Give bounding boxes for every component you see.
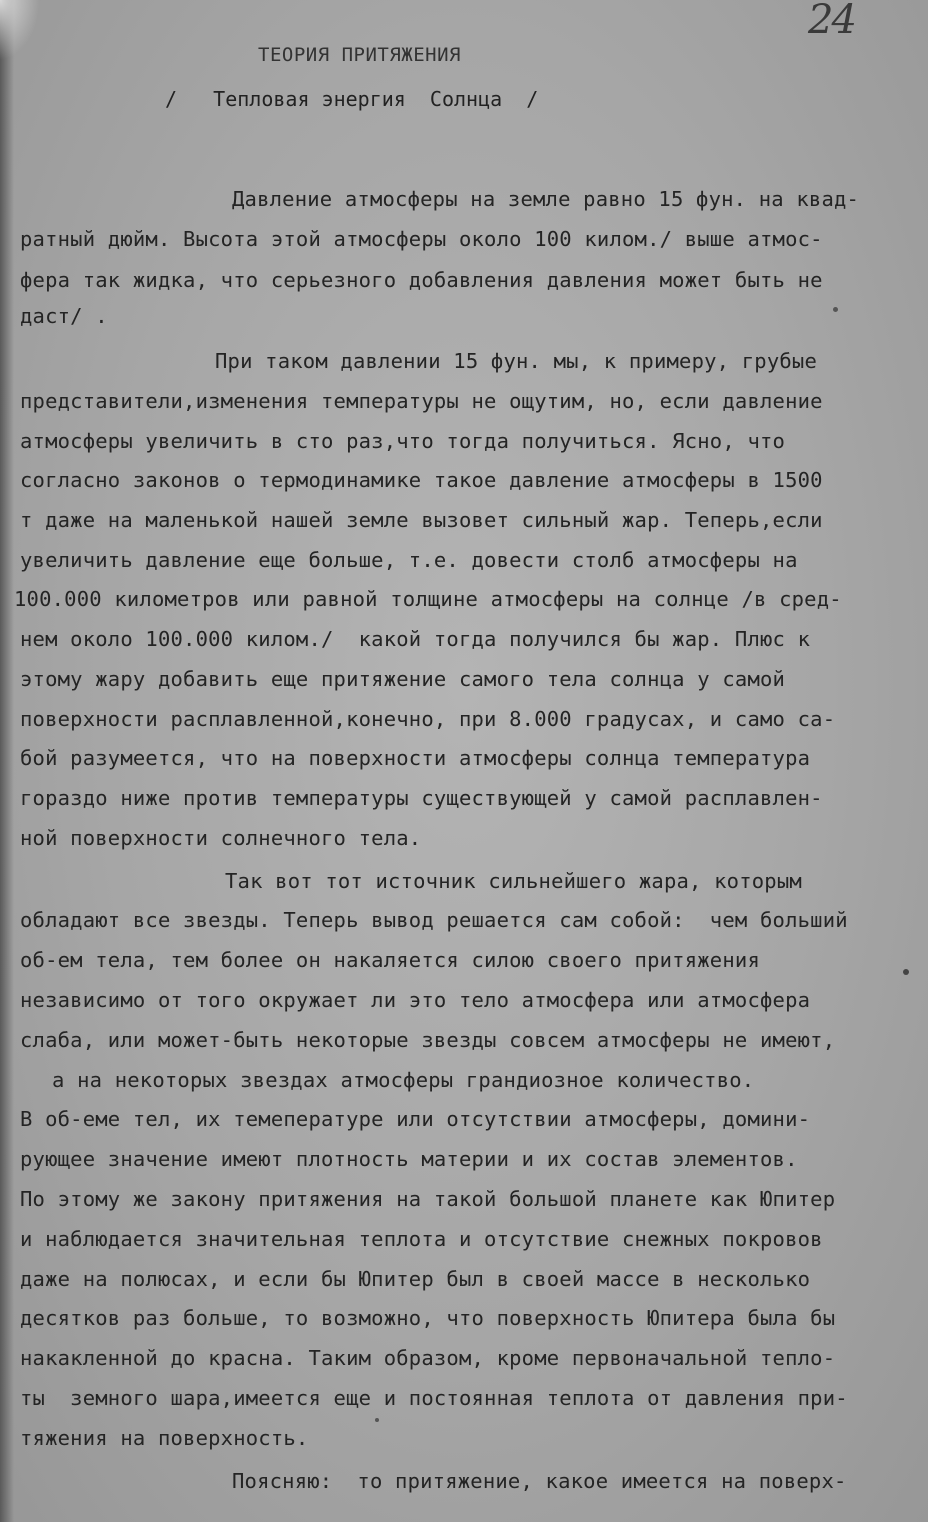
page-corner-glare	[0, 0, 40, 60]
ink-spot	[833, 307, 838, 312]
text-line: При таком давлении 15 фун. мы, к примеру, грубые	[215, 349, 818, 373]
text-line: представители,изменения температуры не ощутим, но, если давление	[20, 389, 823, 413]
page-number: 24	[808, 0, 855, 43]
text-line: поверхности расплавленной,конечно, при 8.000 градусах, и само са-	[20, 707, 836, 731]
text-line: рующее значение имеют плотность материи и их состав элементов.	[20, 1147, 798, 1171]
text-line: даже на полюсах, и если бы Юпитер был в своей массе в несколько	[20, 1267, 811, 1291]
text-line: независимо от того окружает ли это тело атмосфера или атмосфера	[20, 988, 811, 1012]
ink-spot	[375, 1418, 379, 1422]
text-line: т даже на маленькой нашей земле вызовет сильный жар. Теперь,если	[20, 508, 823, 532]
text-line: фера так жидка, что серьезного добавления давления может быть не	[20, 268, 823, 292]
text-line: нем около 100.000 килом./ какой тогда получился бы жар. Плюс к	[20, 627, 811, 651]
text-line: об-ем тела, тем более он накаляется силою своего притяжения	[20, 948, 760, 972]
text-line: Так вот тот источник сильнейшего жара, которым	[225, 869, 802, 893]
text-line: а на некоторых звездах атмосферы грандиозное количество.	[52, 1068, 755, 1092]
text-line: накакленной до красна. Таким образом, кроме первоначальной тепло-	[20, 1346, 836, 1370]
text-line: Поясняю: то притяжение, какое имеется на поверх-	[232, 1469, 847, 1493]
text-line: слаба, или может-быть некоторые звезды совсем атмосферы не имеют,	[20, 1028, 836, 1052]
ink-spot	[903, 969, 909, 975]
text-line: гораздо ниже против температуры существующей у самой расплавлен-	[20, 786, 823, 810]
text-line: увеличить давление еще больше, т.е. довести столб атмосферы на	[20, 548, 798, 572]
text-line: согласно законов о термодинамике такое давление атмосферы в 1500	[20, 468, 823, 492]
text-line: бой разумеется, что на поверхности атмосферы солнца температура	[20, 746, 811, 770]
text-line: и наблюдается значительная теплота и отсутствие снежных покровов	[20, 1227, 823, 1251]
text-line: десятков раз больше, то возможно, что поверхность Юпитера была бы	[20, 1306, 836, 1330]
document-subtitle: / Тепловая энергия Солнца /	[165, 87, 539, 111]
text-line: 100.000 километров или равной толщине атмосферы на солнце /в сред-	[14, 587, 842, 611]
text-line: По этому же закону притяжения на такой большой планете как Юпитер	[20, 1187, 836, 1211]
document-title: ТЕОРИЯ ПРИТЯЖЕНИЯ	[258, 44, 461, 66]
text-line: тяжения на поверхность.	[20, 1426, 309, 1450]
text-line: ратный дюйм. Высота этой атмосферы около 100 килом./ выше атмос-	[20, 227, 823, 251]
text-line: ной поверхности солнечного тела.	[20, 826, 422, 850]
text-line: Давление атмосферы на земле равно 15 фун. на квад-	[232, 187, 860, 211]
page-edge-shadow	[0, 0, 14, 1522]
text-line: ты земного шара,имеется еще и постоянная теплота от давления при-	[20, 1386, 848, 1410]
text-line: обладают все звезды. Теперь вывод решается сам собой: чем больший	[20, 908, 848, 932]
text-line: даст/ .	[20, 304, 108, 328]
text-line: атмосферы увеличить в сто раз,что тогда получиться. Ясно, что	[20, 429, 786, 453]
text-line: В об-еме тел, их темепературе или отсутствии атмосферы, домини-	[20, 1107, 811, 1131]
text-line: этому жару добавить еще притяжение самого тела солнца у самой	[20, 667, 786, 691]
